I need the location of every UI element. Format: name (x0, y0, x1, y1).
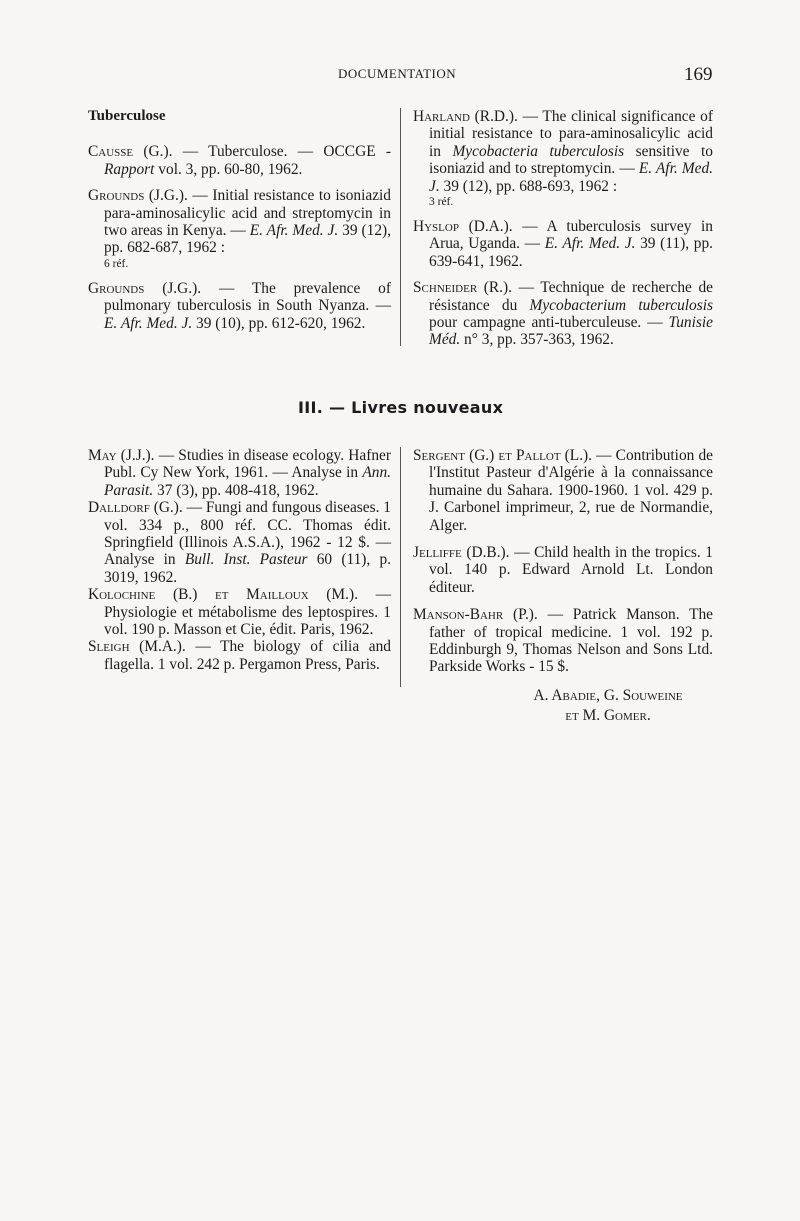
books-left-column (88, 447, 391, 673)
books-right-column (413, 447, 713, 726)
bib-entry: Grounds (J.G.). — Initial resistance to isoniazid para-aminosalicylic acid and streptomycin in two areas in Kenya. — E. Afr. Med. J. 39 (12), pp. 682-687, 1962 : 6 réf. (88, 187, 391, 270)
book-entry: Sleigh (M.A.). — The biology of cilia and flagella. 1 vol. 242 p. Pergamon Press, Paris. (88, 638, 391, 673)
bib-entry: Harland (R.D.). — The clinical significance of initial resistance to para-aminosalicylic acid in Mycobacteria tuberculosis sensitive to isoniazid and to streptomycin. — E. Afr. Med. J. 39 (12), pp. 688-693, 1962 : 3 réf. (413, 108, 714, 209)
tb-left-column (88, 108, 391, 341)
book-entry: Dalldorf (G.). — Fungi and fungous diseases. 1 vol. 334 p., 800 réf. CC. Thomas édit. Springfield (Illinois A.S.A.), 1962 - 12 $. — Analyse in Bull. Inst. Pasteur 60 (11), p. 3019, 1962. (88, 499, 392, 586)
section-title: — Livres nouveaux (329, 398, 504, 417)
book-entry: May (J.J.). — Studies in disease ecology. Hafner Publ. Cy New York, 1961. — Analyse in Ann. Parasit. 37 (3), pp. 408-418, 1962. (88, 447, 391, 499)
column-divider (400, 447, 401, 687)
bib-entry: Causse (G.). — Tuberculose. — OCCGE - Rapport vol. 3, pp. 60-80, 1962. (88, 143, 391, 178)
column-divider (400, 108, 401, 346)
book-entry: Manson-Bahr (P.). — Patrick Manson. The father of tropical medicine. 1 vol. 192 p. Eddinburgh 9, Thomas Nelson and Sons Ltd. Parkside Works - 15 $. (413, 606, 713, 676)
page-number: 169 (684, 64, 713, 85)
bib-entry: Schneider (R.). — Technique de recherche de résistance du Mycobacterium tuberculosis pour campagne anti-tuberculeuse. — Tunisie Méd. n° 3, pp. 357-363, 1962. (413, 279, 713, 349)
section-number: III. (298, 398, 324, 417)
ref-count: 3 réf. (429, 196, 454, 209)
signature-authors: A. Abadie, G. Souweine (533, 686, 683, 704)
running-header: DOCUMENTATION (338, 66, 457, 81)
book-entry: Jelliffe (D.B.). — Child health in the tropics. 1 vol. 140 p. Edward Arnold Lt. London éditeur. (413, 544, 714, 596)
section-title-tuberculose: Tuberculose (88, 108, 166, 124)
book-entry: Kolochine (B.) et Mailloux (M.). — Physiologie et métabolisme des leptospires. 1 vol. 190 p. Masson et Cie, édit. Paris, 1962. (88, 586, 391, 639)
book-entry: Sergent (G.) et Pallot (L.). — Contribution de l'Institut Pasteur d'Algérie à la connaissance humaine du Sahara. 1900-1960. 1 vol. 429 p. J. Carbonel imprimeur, 2, rue de Normandie, Alger. (413, 447, 713, 534)
signature (413, 686, 713, 726)
bib-entry: Grounds (J.G.). — The prevalence of pulmonary tuberculosis in South Nyanza. — E. Afr. Med. J. 39 (10), pp. 612-620, 1962. (88, 279, 391, 332)
bib-entry: Hyslop (D.A.). — A tuberculosis survey in Arua, Uganda. — E. Afr. Med. J. 39 (11), pp. 639-641, 1962. (413, 218, 714, 270)
signature-authors-2: et M. Gomer. (565, 706, 651, 724)
ref-count: 6 réf. (104, 257, 129, 270)
tb-right-column (413, 108, 713, 358)
section-heading-livres (298, 398, 503, 417)
